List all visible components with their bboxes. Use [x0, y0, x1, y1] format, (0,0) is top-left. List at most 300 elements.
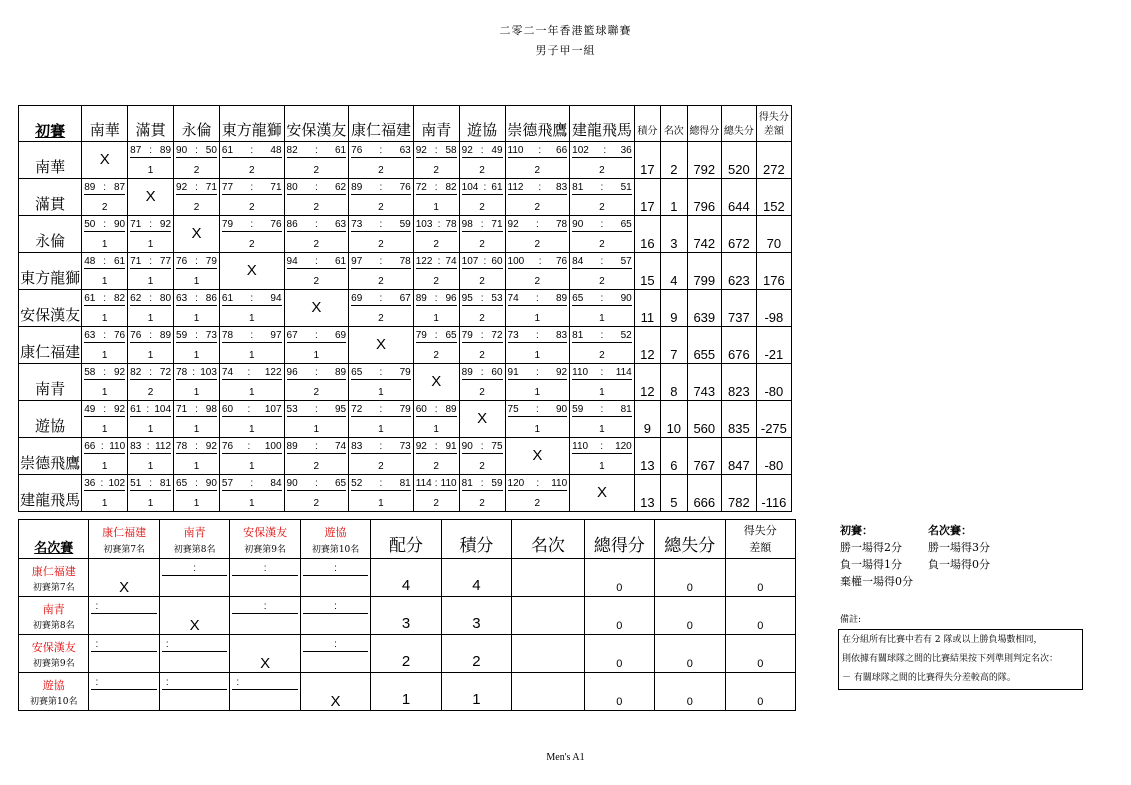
score-line: [91, 677, 156, 690]
match-points: 1: [147, 313, 154, 324]
x-mark: X: [191, 225, 202, 242]
score-separator: :: [379, 145, 383, 156]
self-match-cell: [570, 475, 635, 512]
match-points: 1: [101, 276, 108, 287]
x-mark: X: [189, 617, 200, 634]
preliminary-table: [18, 105, 792, 512]
stat-cell: 17: [634, 179, 660, 216]
score-separator: :: [195, 293, 198, 304]
self-match-cell: [413, 364, 459, 401]
score-cell: [459, 438, 505, 475]
home-score: 90: [286, 478, 298, 489]
score-line: [176, 477, 217, 491]
ranking-stat-diff: 0: [725, 559, 795, 597]
ranking-score-cell: [159, 673, 229, 711]
score-cell: [413, 179, 459, 216]
home-score: 102: [572, 145, 589, 156]
home-score: 94: [286, 256, 298, 267]
ranking-stat-ming: [512, 559, 584, 597]
match-points: 2: [193, 202, 200, 213]
match-points: 1: [101, 239, 108, 250]
score-separator: :: [263, 601, 267, 612]
table-row: [19, 438, 792, 475]
match-points: 1: [248, 387, 255, 398]
score-line: [176, 181, 217, 195]
ranking-team-seed: 初賽第9名: [244, 545, 286, 555]
score-separator: :: [165, 639, 169, 650]
score-cell: [459, 142, 505, 179]
stat-cell: 11: [634, 290, 660, 327]
score-separator: :: [192, 367, 196, 378]
score-line: [351, 403, 411, 417]
home-score: 63: [176, 293, 188, 304]
prelim-rules-title: 初賽：: [840, 524, 873, 537]
match-points: 1: [248, 461, 255, 472]
score-cell: [219, 475, 284, 512]
away-score: 71: [205, 182, 217, 193]
home-score: 110: [507, 145, 524, 156]
ranking-column-header: [230, 520, 300, 559]
score-cell: [505, 475, 570, 512]
score-separator: :: [434, 293, 438, 304]
score-line: [176, 292, 217, 306]
ranking-column-header: [300, 520, 370, 559]
score-cell: [349, 216, 414, 253]
x-mark: X: [246, 262, 257, 279]
score-separator: :: [95, 601, 99, 612]
away-score: 76: [399, 182, 411, 193]
score-line: [130, 144, 171, 158]
away-score: 86: [205, 293, 217, 304]
ranking-stat-de: 0: [584, 673, 654, 711]
score-cell: [174, 438, 220, 475]
match-points: 2: [101, 202, 108, 213]
score-separator: :: [149, 478, 152, 489]
home-score: 114: [415, 478, 432, 489]
home-score: 87: [130, 145, 142, 156]
score-separator: :: [195, 145, 198, 156]
match-points: 2: [433, 239, 439, 250]
score-cell: [284, 216, 349, 253]
prelim-rule-line: 棄權一場得0分: [840, 575, 913, 588]
away-score: 61: [335, 145, 347, 156]
score-line: [508, 403, 568, 417]
score-cell: [284, 438, 349, 475]
score-cell: [413, 253, 459, 290]
score-cell: [570, 401, 635, 438]
away-score: 48: [270, 145, 282, 156]
score-separator: :: [434, 182, 438, 193]
away-score: 50: [205, 145, 217, 156]
ranking-row-header: [19, 635, 89, 673]
column-header-stat: 積分: [634, 106, 660, 142]
match-points: 1: [433, 313, 439, 324]
stat-cell: 15: [634, 253, 660, 290]
ranking-row-team: 康仁福建: [31, 565, 76, 578]
ranking-stat-diff: 0: [725, 673, 795, 711]
score-separator: :: [146, 441, 150, 452]
x-mark: X: [311, 299, 322, 316]
column-header-team: 崇德飛鷹: [505, 106, 570, 142]
x-mark: X: [532, 447, 543, 464]
score-separator: :: [247, 404, 251, 415]
ranking-stat-header: 總得分: [584, 520, 654, 559]
score-line: [303, 563, 368, 576]
score-cell: [174, 364, 220, 401]
stat-cell: -116: [756, 475, 791, 512]
home-score: 97: [351, 256, 363, 267]
match-points: 1: [193, 387, 200, 398]
score-separator: :: [334, 639, 337, 650]
away-score: 60: [491, 367, 503, 378]
away-score: 77: [159, 256, 172, 267]
score-separator: :: [250, 293, 254, 304]
score-separator: :: [480, 441, 484, 452]
away-score: 76: [114, 330, 126, 341]
score-cell: [128, 475, 174, 512]
match-points: 1: [193, 276, 200, 287]
score-separator: :: [437, 219, 441, 230]
score-line: [351, 477, 411, 491]
score-cell: [219, 216, 284, 253]
away-score: 89: [159, 330, 172, 341]
match-points: 1: [534, 387, 541, 398]
match-points: 1: [378, 424, 384, 435]
ranking-stat-ming: [512, 597, 584, 635]
match-points: 1: [248, 350, 255, 361]
home-score: 52: [351, 478, 363, 489]
ranking-header-row: [19, 520, 796, 559]
home-score: 53: [286, 404, 298, 415]
score-line: [287, 181, 347, 195]
home-score: 90: [572, 219, 584, 230]
match-points: 1: [147, 239, 154, 250]
away-score: 104: [154, 404, 172, 415]
score-line: [222, 181, 282, 195]
match-points: 1: [599, 461, 605, 472]
score-separator: :: [195, 441, 198, 452]
score-line: [176, 329, 217, 343]
score-line: [572, 403, 632, 417]
match-points: 1: [599, 424, 605, 435]
score-separator: :: [103, 404, 107, 415]
stat-cell: 70: [756, 216, 791, 253]
home-score: 92: [176, 182, 188, 193]
row-header-team: 滿貫: [19, 179, 82, 216]
home-score: 98: [461, 219, 473, 230]
page-title: 二零二一年香港籃球聯賽: [499, 24, 632, 37]
match-points: 1: [378, 498, 384, 509]
score-separator: :: [379, 404, 383, 415]
score-separator: :: [100, 441, 104, 452]
home-score: 61: [130, 404, 142, 415]
score-cell: [284, 475, 349, 512]
score-cell: [570, 290, 635, 327]
score-line: [176, 144, 217, 158]
column-header-team: 東方龍獅: [219, 106, 284, 142]
score-cell: [459, 327, 505, 364]
score-cell: [82, 475, 128, 512]
ranking-score-cell: [89, 597, 159, 635]
score-separator: :: [538, 256, 542, 267]
score-line: [351, 144, 411, 158]
ranking-row-team: 安保漢友: [31, 641, 76, 654]
score-line: [162, 677, 227, 690]
score-line: [508, 329, 568, 343]
match-points: 2: [313, 239, 320, 250]
home-score: 72: [351, 404, 363, 415]
score-line: [222, 440, 282, 454]
match-points: 2: [193, 165, 200, 176]
score-line: [84, 440, 125, 454]
score-separator: :: [250, 182, 254, 193]
away-score: 92: [556, 367, 568, 378]
score-cell: [284, 327, 349, 364]
away-score: 92: [114, 404, 126, 415]
score-line: [416, 181, 457, 195]
score-separator: :: [193, 563, 197, 574]
stat-cell: 644: [722, 179, 757, 216]
match-points: 2: [433, 498, 439, 509]
score-cell: [413, 216, 459, 253]
score-separator: :: [250, 219, 254, 230]
score-separator: :: [535, 404, 539, 415]
score-separator: :: [480, 145, 484, 156]
score-cell: [82, 253, 128, 290]
home-score: 81: [572, 182, 584, 193]
score-separator: :: [103, 256, 107, 267]
score-line: [287, 403, 347, 417]
match-points: 2: [313, 202, 320, 213]
score-cell: [570, 364, 635, 401]
score-cell: [349, 401, 414, 438]
home-score: 65: [572, 293, 584, 304]
score-separator: :: [379, 367, 383, 378]
stat-cell: 176: [756, 253, 791, 290]
score-cell: [82, 327, 128, 364]
score-line: [416, 440, 457, 454]
ranking-row: [19, 635, 796, 673]
home-score: 74: [507, 293, 519, 304]
home-score: 89: [351, 182, 363, 193]
away-score: 74: [445, 256, 457, 267]
score-separator: :: [536, 478, 540, 489]
away-score: 89: [159, 145, 172, 156]
ranking-row-seed: 初賽第7名: [32, 583, 75, 593]
score-cell: [349, 475, 414, 512]
home-score: 104: [461, 182, 479, 193]
ranking-stat-shi: 0: [655, 559, 725, 597]
score-cell: [413, 438, 459, 475]
score-separator: :: [480, 219, 484, 230]
away-score: 78: [445, 219, 457, 230]
home-score: 60: [221, 404, 234, 415]
score-cell: [174, 401, 220, 438]
score-separator: :: [535, 330, 539, 341]
ranking-column-header: [89, 520, 159, 559]
match-points: 2: [599, 350, 605, 361]
score-separator: :: [379, 182, 383, 193]
score-separator: :: [379, 256, 383, 267]
score-separator: :: [434, 441, 438, 452]
match-points: 1: [147, 498, 154, 509]
rank-rule-line: 負一場得0分: [928, 558, 990, 571]
stat-cell: -98: [756, 290, 791, 327]
home-score: 92: [507, 219, 519, 230]
table-row: [19, 142, 792, 179]
score-cell: [174, 179, 220, 216]
match-points: 2: [313, 165, 320, 176]
ranking-stat-de: 0: [584, 635, 654, 673]
match-points: 2: [378, 202, 384, 213]
ranking-score-cell: [300, 597, 370, 635]
score-line: [351, 366, 411, 380]
away-score: 58: [445, 145, 457, 156]
away-score: 110: [109, 441, 126, 452]
home-score: 103: [415, 219, 433, 230]
score-line: [508, 218, 568, 232]
score-line: [416, 218, 457, 232]
score-cell: [505, 401, 570, 438]
ranking-row-seed: 初賽第9名: [32, 659, 75, 669]
stat-cell: 2: [661, 142, 688, 179]
home-score: 86: [286, 219, 298, 230]
score-line: [462, 329, 503, 343]
stat-cell: 655: [687, 327, 721, 364]
score-line: [162, 563, 227, 576]
score-line: [287, 218, 347, 232]
score-separator: :: [149, 330, 152, 341]
away-score: 90: [620, 293, 632, 304]
score-line: [222, 144, 282, 158]
match-points: 2: [313, 276, 320, 287]
away-score: 92: [114, 367, 126, 378]
away-score: 52: [620, 330, 632, 341]
score-line: [351, 440, 411, 454]
ranking-stat-de: 0: [584, 559, 654, 597]
score-separator: :: [480, 330, 484, 341]
away-score: 110: [551, 478, 568, 489]
home-score: 59: [572, 404, 584, 415]
stat-cell: 743: [687, 364, 721, 401]
match-points: 1: [193, 498, 200, 509]
score-separator: :: [247, 441, 251, 452]
stat-cell: 847: [722, 438, 757, 475]
away-score: 65: [335, 478, 347, 489]
score-cell: [349, 253, 414, 290]
away-score: 96: [445, 293, 457, 304]
score-separator: :: [480, 293, 484, 304]
score-cell: [505, 142, 570, 179]
away-score: 74: [335, 441, 347, 452]
score-separator: :: [165, 677, 169, 688]
score-separator: :: [314, 219, 318, 230]
match-points: 1: [599, 387, 605, 398]
home-score: 95: [461, 293, 473, 304]
stat-cell: 272: [756, 142, 791, 179]
score-line: [572, 440, 632, 454]
diff-header-line: 差額: [763, 126, 784, 137]
match-points: 1: [193, 461, 200, 472]
match-points: 2: [147, 387, 154, 398]
score-line: [162, 639, 227, 652]
match-points: 1: [433, 424, 439, 435]
stat-cell: 8: [661, 364, 688, 401]
score-cell: [174, 290, 220, 327]
score-separator: :: [314, 145, 318, 156]
score-line: [572, 366, 632, 380]
score-cell: [82, 290, 128, 327]
score-cell: [413, 327, 459, 364]
score-line: [130, 255, 171, 269]
stat-cell: 835: [722, 401, 757, 438]
rank-rules: [928, 522, 990, 573]
away-score: 75: [491, 441, 503, 452]
score-line: [287, 255, 347, 269]
score-cell: [174, 253, 220, 290]
score-cell: [174, 475, 220, 512]
table-row: [19, 364, 792, 401]
stat-cell: 796: [687, 179, 721, 216]
score-line: [232, 677, 297, 690]
score-separator: :: [314, 182, 318, 193]
self-match-cell: [230, 635, 300, 673]
match-points: 1: [534, 350, 541, 361]
away-score: 81: [159, 478, 172, 489]
score-separator: :: [195, 404, 198, 415]
score-separator: :: [600, 219, 604, 230]
away-score: 49: [491, 145, 503, 156]
score-cell: [413, 401, 459, 438]
score-separator: :: [379, 478, 383, 489]
column-header-team: 安保漢友: [284, 106, 349, 142]
away-score: 59: [491, 478, 503, 489]
score-separator: :: [247, 367, 251, 378]
table-row: [19, 327, 792, 364]
home-score: 76: [351, 145, 363, 156]
stat-cell: 17: [634, 142, 660, 179]
score-cell: [570, 142, 635, 179]
score-separator: :: [149, 219, 152, 230]
ranking-team-seed: 初賽第8名: [173, 545, 216, 555]
score-separator: :: [103, 182, 107, 193]
away-score: 65: [620, 219, 632, 230]
away-score: 92: [159, 219, 172, 230]
x-mark: X: [477, 410, 488, 427]
home-score: 76: [176, 256, 188, 267]
score-cell: [505, 216, 570, 253]
score-line: [303, 601, 368, 614]
table-corner-label: 初賽: [19, 106, 82, 142]
score-cell: [82, 438, 128, 475]
score-separator: :: [434, 330, 438, 341]
home-score: 79: [221, 219, 234, 230]
score-separator: :: [149, 367, 152, 378]
table-row: [19, 253, 792, 290]
match-points: 1: [193, 350, 200, 361]
row-header-team: 崇德飛鷹: [19, 438, 82, 475]
away-score: 72: [159, 367, 172, 378]
column-header-team: 永倫: [174, 106, 220, 142]
score-cell: [459, 475, 505, 512]
away-score: 92: [205, 441, 217, 452]
score-separator: :: [600, 330, 604, 341]
home-score: 57: [221, 478, 234, 489]
home-score: 67: [286, 330, 298, 341]
score-separator: :: [538, 182, 542, 193]
match-points: 1: [101, 461, 108, 472]
score-line: [287, 144, 347, 158]
